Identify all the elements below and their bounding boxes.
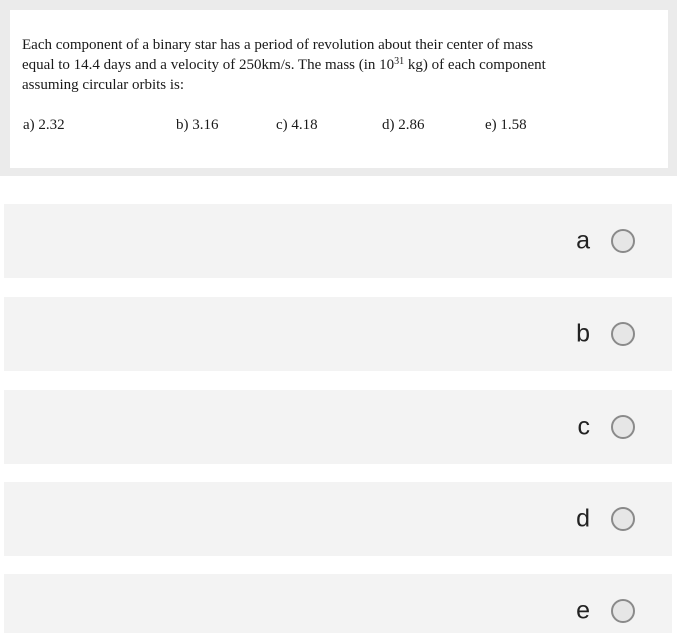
- choice-c-text: c) 4.18: [276, 117, 318, 133]
- choice-a-text: a) 2.32: [23, 117, 65, 133]
- question-text: [22, 35, 642, 95]
- answer-option-e-label: e: [576, 596, 590, 625]
- answer-option-d-radio[interactable]: [611, 507, 635, 531]
- answer-option-c-radio[interactable]: [611, 415, 635, 439]
- answer-option-e-radio[interactable]: [611, 599, 635, 623]
- answer-option-c[interactable]: [4, 390, 672, 464]
- answer-option-a-radio[interactable]: [611, 229, 635, 253]
- answer-option-b[interactable]: [4, 297, 672, 371]
- choice-e-text: e) 1.58: [485, 117, 527, 133]
- question-exponent: 31: [394, 56, 405, 67]
- choice-b-text: b) 3.16: [176, 117, 219, 133]
- choice-d-text: d) 2.86: [382, 117, 425, 133]
- answer-option-d-label: d: [576, 504, 590, 533]
- answer-option-e[interactable]: [4, 574, 672, 633]
- question-line-3: assuming circular orbits is:: [22, 77, 185, 93]
- answer-option-b-label: b: [576, 319, 590, 348]
- question-line-1: Each component of a binary star has a period of revolution about their center of mass: [22, 37, 534, 53]
- answer-option-b-radio[interactable]: [611, 322, 635, 346]
- question-line-2-part-1: equal to 14.4 days and a velocity of 250km/s. The mass (in 10: [22, 57, 395, 73]
- answer-option-a-label: a: [576, 226, 590, 255]
- answer-option-a[interactable]: [4, 204, 672, 278]
- answer-option-d[interactable]: [4, 482, 672, 556]
- answer-option-c-label: c: [577, 412, 590, 441]
- question-line-2-part-2: kg) of each component: [404, 57, 546, 73]
